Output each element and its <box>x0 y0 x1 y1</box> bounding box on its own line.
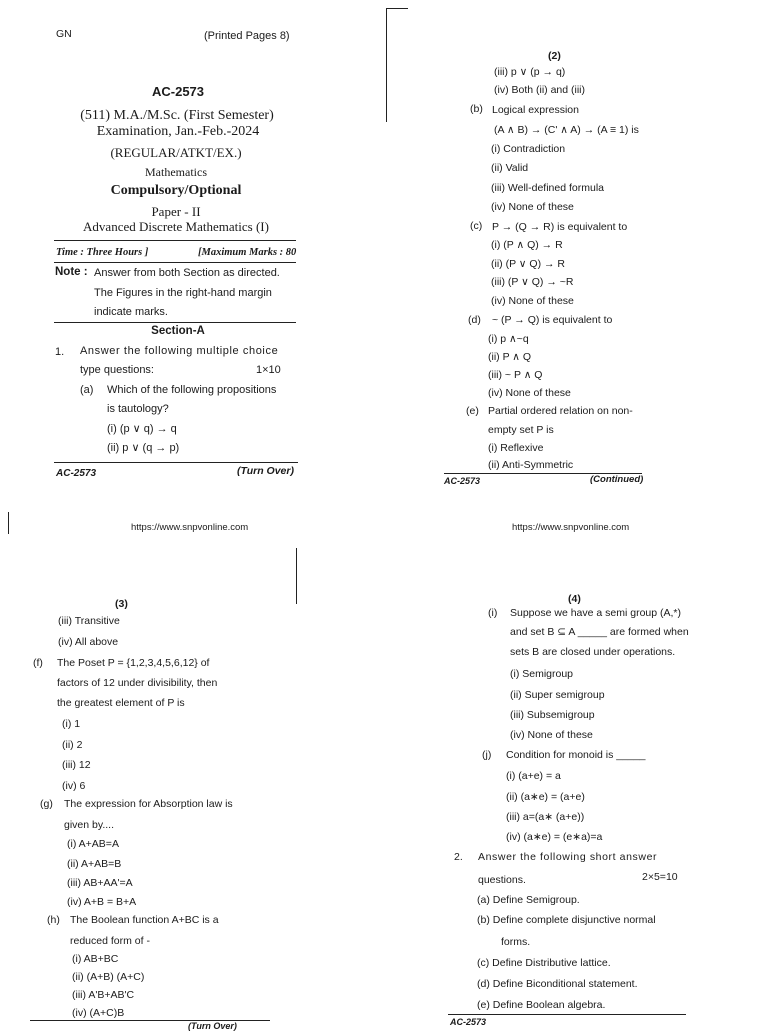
note-label: Note : <box>55 266 88 278</box>
qe-line-2: empty set P is <box>488 424 554 436</box>
qa-line-2: is tautology? <box>107 403 169 415</box>
subject: Mathematics <box>145 165 207 179</box>
page-1-gn: GN <box>56 28 72 40</box>
note-line-3: indicate marks. <box>94 306 168 318</box>
site-url: https://www.snpvonline.com <box>512 522 630 533</box>
option: (i) (P ∧ Q) → R <box>491 239 563 251</box>
rule <box>54 240 296 241</box>
qe-line-1: Partial ordered relation on non- <box>488 405 633 417</box>
section-title: Section-A <box>151 325 205 337</box>
paper-number: Paper - II <box>151 204 201 219</box>
q1-line-2: type questions: <box>80 364 154 376</box>
qh-line-1: The Boolean function A+BC is a <box>70 914 219 926</box>
footer-continued: (Continued) <box>590 474 644 485</box>
page-2 <box>384 0 768 540</box>
q2-item: (a) Define Semigroup. <box>477 894 580 906</box>
page-number: (4) <box>568 593 581 605</box>
option: (iv) All above <box>58 636 119 648</box>
option: (ii) Super semigroup <box>510 689 605 701</box>
option: (ii) A+AB=B <box>67 858 122 870</box>
option: (i) p ∧~q <box>488 333 529 345</box>
rule <box>54 262 296 263</box>
course-line-1: (511) M.A./M.Sc. (First Semester) <box>80 108 274 123</box>
qe-label: (e) <box>466 405 479 417</box>
option: (iii) (P ∨ Q) → ~R <box>491 276 574 288</box>
option: (iii) a=(a∗ (a+e)) <box>506 811 585 823</box>
regular-line: (REGULAR/ATKT/EX.) <box>110 145 242 160</box>
rule <box>54 322 296 323</box>
option: (iii) AB+AA'=A <box>67 877 133 889</box>
q2-item: (d) Define Biconditional statement. <box>477 978 638 990</box>
option: (iii) 12 <box>62 759 91 771</box>
option: (ii) Valid <box>491 162 529 174</box>
q2-item: (e) Define Boolean algebra. <box>477 999 606 1011</box>
option: (i) Reflexive <box>488 442 544 454</box>
option: (i) A+AB=A <box>67 838 119 850</box>
qa-line-1: Which of the following propositions <box>107 384 277 396</box>
compulsory-optional: Compulsory/Optional <box>110 183 242 198</box>
paper-title: Advanced Discrete Mathematics (I) <box>83 219 269 234</box>
qj-label: (j) <box>482 749 492 761</box>
course-line-2: Examination, Jan.-Feb.-2024 <box>96 124 260 139</box>
q1-marks: 1×10 <box>256 364 281 376</box>
option: (iv) None of these <box>488 387 571 399</box>
note-line-2: The Figures in the right-hand margin <box>94 287 272 299</box>
q1-line-1: Answer the following multiple choice <box>80 345 279 357</box>
option: (iv) (A+C)B <box>72 1007 125 1019</box>
printed-pages: (Printed Pages 8) <box>204 30 290 42</box>
option: (i) AB+BC <box>72 953 119 965</box>
option: (iii) Well-defined formula <box>491 182 605 194</box>
qa-label: (a) <box>80 384 94 396</box>
qf-line-2: factors of 12 under divisibility, then <box>57 677 218 689</box>
option: (i) (a+e) = a <box>506 770 561 782</box>
scan-edge <box>8 512 9 534</box>
qb-label: (b) <box>470 103 483 115</box>
qb-expression: (A ∧ B) → (C' ∧ A) → (A ≡ 1) is <box>494 124 639 136</box>
q2-line-1: Answer the following short answer <box>478 851 658 863</box>
option: (ii) (P ∨ Q) → R <box>491 258 565 270</box>
q2-marks: 2×5=10 <box>642 871 678 883</box>
option: (iv) None of these <box>491 295 574 307</box>
q1-number: 1. <box>55 346 65 358</box>
scan-edge <box>296 548 297 604</box>
q2-line-2: questions. <box>478 874 526 886</box>
option: (i) Semigroup <box>510 668 574 680</box>
qb-text: Logical expression <box>492 104 579 116</box>
page-number: (3) <box>115 598 128 610</box>
option: (ii) (A+B) (A+C) <box>72 971 145 983</box>
qi-line-3: sets B are closed under operations. <box>510 646 676 658</box>
site-url: https://www.snpvonline.com <box>131 522 249 533</box>
option: (ii) P ∧ Q <box>488 351 532 363</box>
q2-item: (b) Define complete disjunctive normal <box>477 914 656 926</box>
qi-label: (i) <box>488 607 498 619</box>
paper-code: AC-2573 <box>151 84 205 99</box>
option: (iv) Both (ii) and (iii) <box>494 84 586 96</box>
scan-edge <box>386 8 387 122</box>
max-marks: [Maximum Marks : 80 <box>198 247 297 258</box>
page-4 <box>384 540 768 1027</box>
q2-item: (c) Define Distributive lattice. <box>477 957 611 969</box>
qi-line-2: and set B ⊆ A _____ are formed when <box>510 626 689 638</box>
note-line-1: Answer from both Section as directed. <box>94 267 280 279</box>
rule <box>448 1014 686 1015</box>
scan-edge <box>386 8 408 9</box>
page-3 <box>0 540 384 1031</box>
option: (iii) p ∨ (p → q) <box>494 66 566 78</box>
qi-line-1: Suppose we have a semi group (A,*) <box>510 607 682 619</box>
page-number: (2) <box>548 50 561 62</box>
qf-label: (f) <box>33 657 43 669</box>
footer-code: AC-2573 <box>56 468 97 479</box>
option: (iii) Subsemigroup <box>510 709 595 721</box>
qg-line-1: The expression for Absorption law is <box>64 798 233 810</box>
footer-code: AC-2573 <box>444 476 481 486</box>
qf-line-3: the greatest element of P is <box>57 697 185 709</box>
q2-item: forms. <box>501 936 531 948</box>
qc-label: (c) <box>470 220 483 232</box>
page-1 <box>0 0 384 540</box>
q2-number: 2. <box>454 851 463 863</box>
time-label: Time : Three Hours ] <box>56 247 149 258</box>
qh-line-2: reduced form of - <box>70 935 150 947</box>
option: (i) 1 <box>62 718 81 730</box>
option: (iii) Transitive <box>58 615 120 627</box>
rule <box>54 462 298 463</box>
qj-text: Condition for monoid is _____ <box>506 749 646 761</box>
qd-label: (d) <box>468 314 481 326</box>
option: (i) (p ∨ q) → q <box>107 423 177 435</box>
option: (iv) None of these <box>491 201 574 213</box>
qc-text: P → (Q → R) is equivalent to <box>492 221 628 233</box>
footer-turn-over: (Turn Over) <box>237 465 294 477</box>
option: (ii) 2 <box>62 739 83 751</box>
option: (ii) (a∗e) = (a+e) <box>506 791 585 803</box>
option: (iv) None of these <box>510 729 593 741</box>
qh-label: (h) <box>47 914 60 926</box>
option: (iii) A'B+AB'C <box>72 989 135 1001</box>
footer-turn-over: (Turn Over) <box>188 1021 237 1031</box>
qg-line-2: given by.... <box>64 819 114 831</box>
qf-line-1: The Poset P = {1,2,3,4,5,6,12} of <box>57 657 210 669</box>
option: (iii) ~ P ∧ Q <box>488 369 543 381</box>
option: (iv) A+B = B+A <box>67 896 137 908</box>
option: (iv) (a∗e) = (e∗a)=a <box>506 831 603 843</box>
footer-code: AC-2573 <box>450 1017 487 1027</box>
option: (ii) Anti-Symmetric <box>488 459 574 471</box>
option: (iv) 6 <box>62 780 86 792</box>
qd-text: ~ (P → Q) is equivalent to <box>492 314 613 326</box>
option: (i) Contradiction <box>491 143 566 155</box>
qg-label: (g) <box>40 798 53 810</box>
option: (ii) p ∨ (q → p) <box>107 442 180 454</box>
